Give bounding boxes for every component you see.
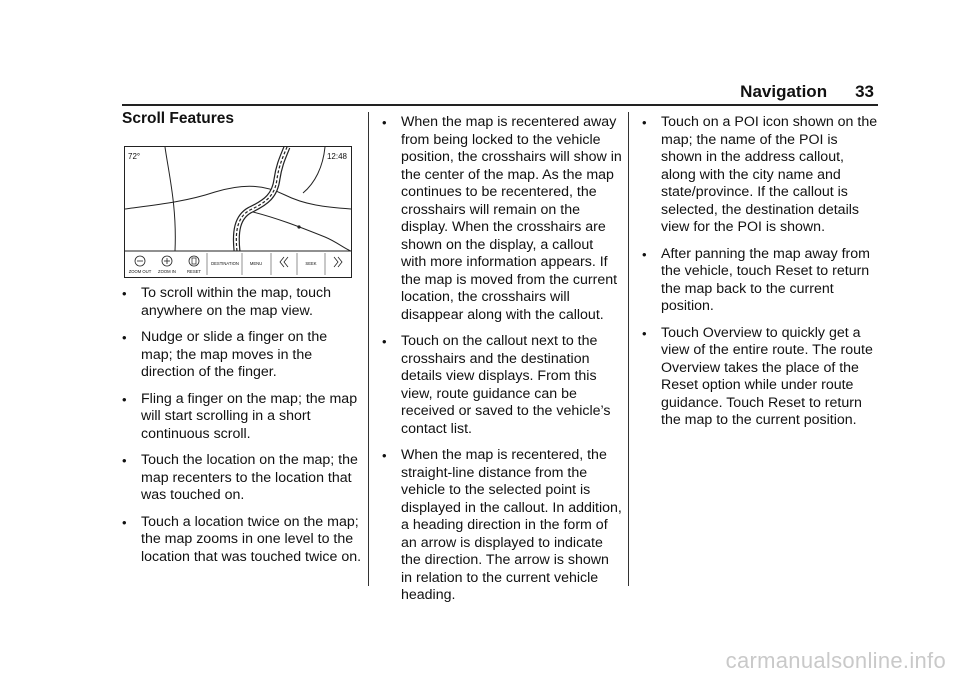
destination-label: DESTINATION	[211, 261, 239, 266]
zoom-in-label: ZOOM IN	[158, 269, 176, 274]
seek-label: SEEK	[305, 261, 317, 266]
bullet-item: • After panning the map away from the vehicle, touch Reset to return the map back to the current position.	[642, 246, 878, 316]
seek-forward-button[interactable]	[334, 257, 342, 267]
bullet-item: • When the map is recentered away from being locked to the vehicle position, the crosshairs will show in the center of the map. As the map continues to be recentered, the crosshairs will remain on the display. When the crosshairs are shown on the display, a callout with more information appears. If the map is moved from the current location, the crosshairs will disappear along with the callout.	[382, 114, 622, 324]
section-heading: Scroll Features	[122, 110, 234, 127]
destination-button[interactable]	[211, 261, 239, 266]
bullet-item: • When the map is recentered, the straight-line distance from the vehicle to the selected point is displayed in the callout. In addition, a heading direction in the form of an arrow is displayed to indicate the direction. The arrow is shown in relation to the current vehicle heading.	[382, 447, 622, 605]
column-divider	[628, 112, 629, 586]
menu-label: MENU	[249, 261, 263, 266]
bullet-item: • To scroll within the map, touch anywhere on the map view.	[122, 285, 362, 320]
bullet-item: • Touch Overview to quickly get a view of the entire route. The route Overview takes the place of the Reset option while under route guidance. Touch Reset to return the map to the current position.	[642, 325, 878, 430]
running-header	[740, 82, 874, 102]
poi-marker-icon	[297, 225, 300, 228]
bullet-item: • Touch a location twice on the map; the map zooms in one level to the location that was touched twice on.	[122, 514, 362, 567]
reset-icon	[189, 256, 199, 266]
watermark: carmanualsonline.info	[725, 648, 946, 673]
column-divider	[368, 112, 369, 586]
bullet-item: • Touch on the callout next to the crosshairs and the destination details view displays. From this view, route guidance can be received or saved to the vehicle’s contact list.	[382, 333, 622, 438]
reset-label: RESET	[187, 269, 201, 274]
temperature-readout: 72°	[128, 152, 141, 161]
map-screen-illustration	[124, 146, 352, 278]
clock-readout: 12:48	[326, 152, 347, 161]
seek-button[interactable]	[305, 261, 316, 266]
reset-button[interactable]	[187, 256, 201, 274]
zoom-out-label: ZOOM OUT	[128, 269, 152, 274]
seek-back-button[interactable]	[280, 257, 288, 267]
section-title: Navigation	[740, 82, 828, 101]
bullet-item: • Touch on a POI icon shown on the map; the name of the POI is shown in the address callout, along with the city name and state/province. If the callout is selected, the destination details view for the POI is shown.	[642, 114, 878, 237]
column-middle	[382, 114, 622, 614]
column-right	[642, 114, 878, 439]
header-rule	[122, 104, 878, 106]
zoom-in-button[interactable]	[158, 256, 176, 274]
page-number: 33	[855, 82, 874, 101]
map-button-bar	[129, 253, 342, 275]
zoom-out-button[interactable]	[129, 256, 152, 274]
bullet-item: • Touch the location on the map; the map recenters to the location that was touched on.	[122, 452, 362, 505]
bullet-item: • Nudge or slide a finger on the map; the map moves in the direction of the finger.	[122, 329, 362, 382]
route-line	[236, 147, 287, 251]
column-left	[122, 285, 362, 575]
seek-forward-icon	[334, 257, 342, 267]
bullet-item: • Fling a finger on the map; the map will start scrolling in a short continuous scroll.	[122, 391, 362, 444]
menu-button[interactable]	[250, 261, 262, 266]
seek-back-icon	[280, 257, 288, 267]
